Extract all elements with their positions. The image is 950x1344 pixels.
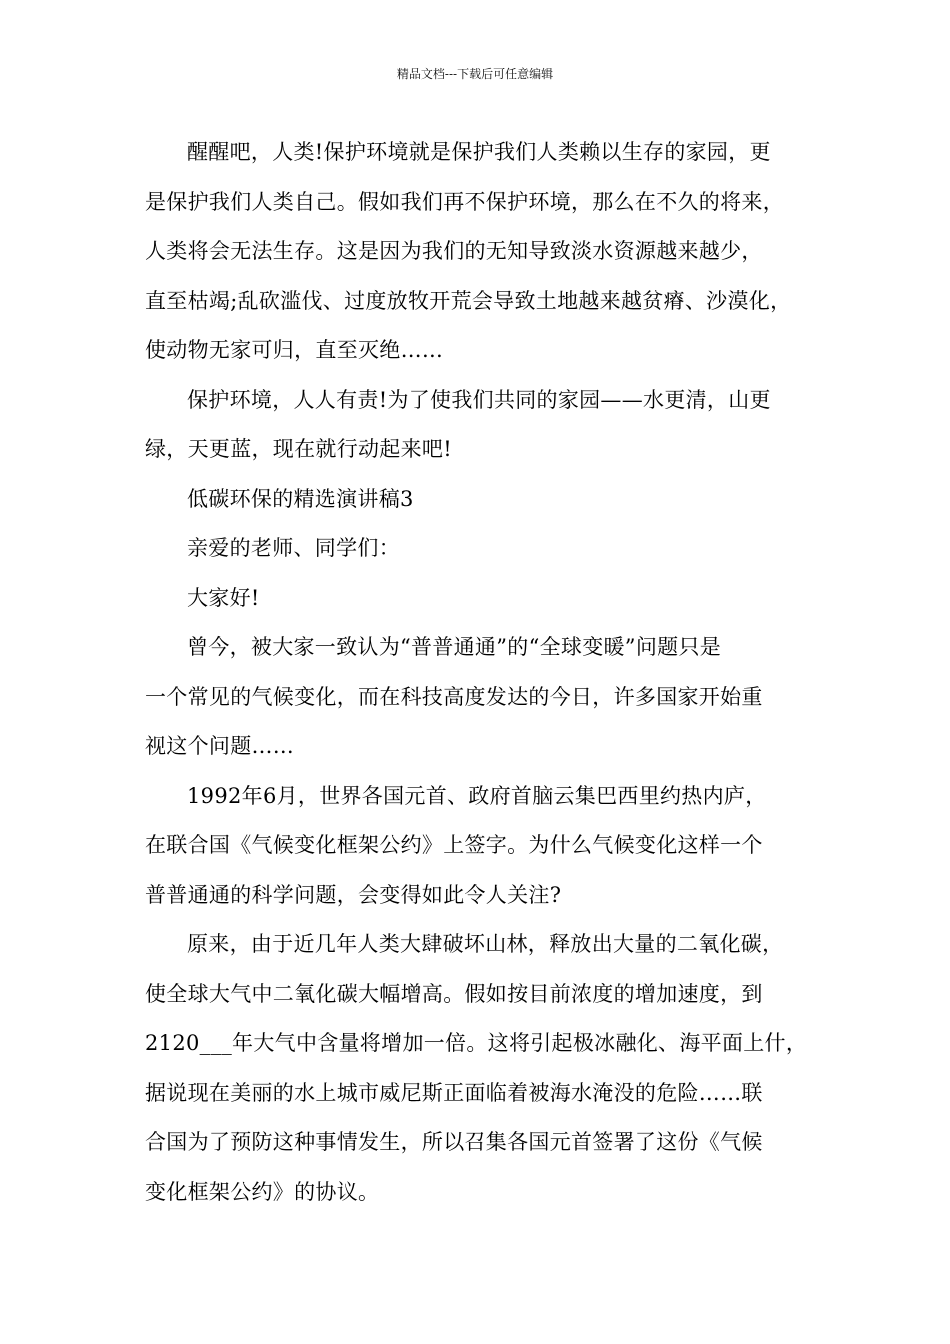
text-line: 普普通通的科学问题，会变得如此令人关注? <box>145 882 562 907</box>
paragraph-5 <box>145 920 821 1217</box>
text-line: 使动物无家可归，直至灭绝…… <box>145 338 444 362</box>
text-line: 大家好! <box>187 585 260 610</box>
text-line: 变化框架公约》的协议。 <box>145 1179 380 1204</box>
text-line: 1992年6月，世界各国元首、政府首脑云集巴西里约热内庐， <box>187 783 767 808</box>
text-line: 亲爱的老师、同学们： <box>187 536 400 560</box>
salutation <box>145 524 821 574</box>
text-line: 直至枯竭;乱砍滥伐、过度放牧开荒会导致土地越来越贫瘠、沙漠化， <box>145 288 792 313</box>
text-line: 在联合国《气候变化框架公约》上签字。为什么气候变化这样一个 <box>145 833 763 857</box>
text-line: 2120___年大气中含量将增加一倍。这将引起极冰融化、海平面上什， <box>145 1031 808 1055</box>
paragraph-2 <box>145 376 821 475</box>
text-line: 视这个问题…… <box>145 734 295 758</box>
text-line: 一个常见的气候变化，而在科技高度发达的今日，许多国家开始重 <box>145 684 763 709</box>
text-line: 使全球大气中二氧化碳大幅增高。假如按目前浓度的增加速度，到 <box>145 981 763 1006</box>
text-line: 保护环境，人人有责!为了使我们共同的家园——水更清，山更 <box>187 387 771 412</box>
text-line: 据说现在美丽的水上城市威尼斯正面临着被海水淹没的危险……联 <box>145 1080 763 1105</box>
text-line: 醒醒吧，人类!保护环境就是保护我们人类赖以生存的家园，更 <box>187 140 771 164</box>
text-line: 低碳环保的精选演讲稿3 <box>187 486 414 511</box>
paragraph-1 <box>145 128 821 376</box>
text-line: 人类将会无法生存。这是因为我们的无知导致淡水资源越来越少， <box>145 239 763 263</box>
section-title <box>145 475 821 525</box>
greeting <box>145 574 821 624</box>
page-header: 精品文档---下载后可任意编辑 <box>396 67 554 81</box>
text-line: 是保护我们人类自己。假如我们再不保护环境，那么在不久的将来， <box>145 189 784 214</box>
text-line: 原来，由于近几年人类大肆破坏山林，释放出大量的二氧化碳， <box>187 932 784 956</box>
text-line: 合国为了预防这种事情发生，所以召集各国元首签署了这份《气候 <box>145 1130 763 1154</box>
paragraph-4 <box>145 772 821 921</box>
text-line: 绿，天更蓝，现在就行动起来吧! <box>145 437 452 461</box>
paragraph-3 <box>145 623 821 772</box>
text-line: 曾今，被大家一致认为“普普通通”的“全球变暖”问题只是 <box>187 635 722 659</box>
document-body <box>145 128 821 1217</box>
